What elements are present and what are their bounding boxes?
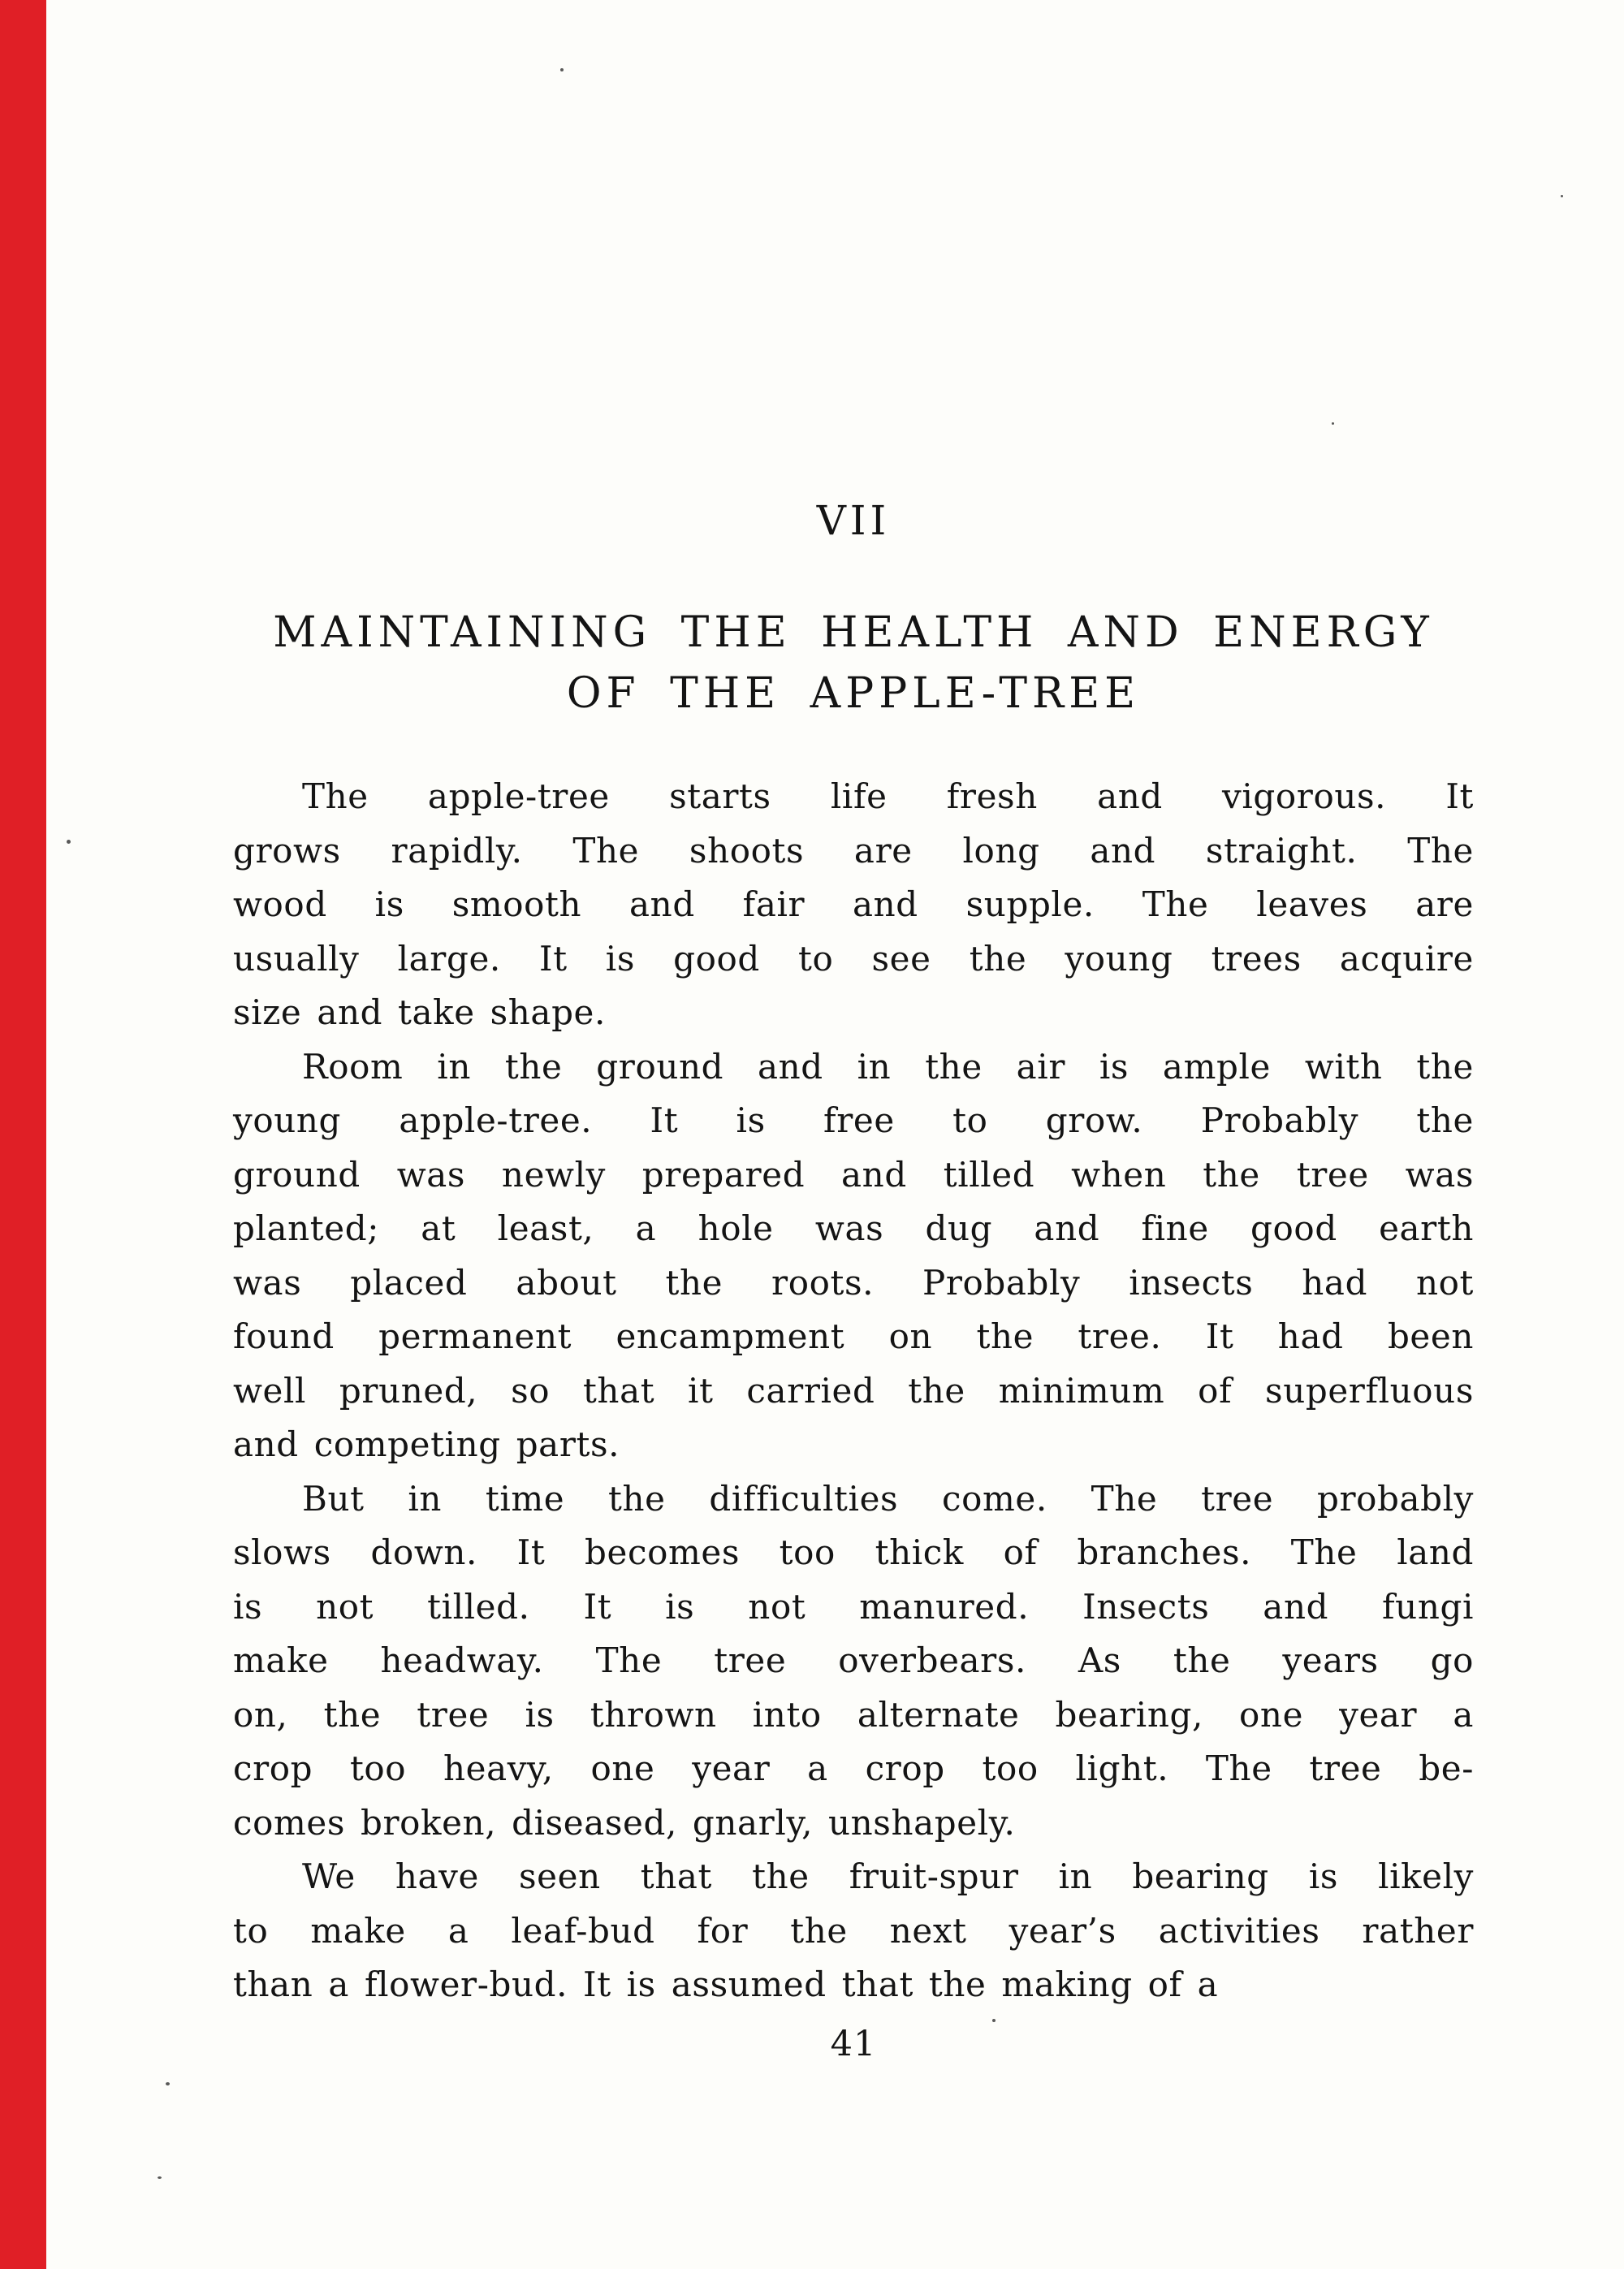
text-line: young apple-tree. It is free to grow. Probably the (233, 1100, 1474, 1140)
chapter-number: VII (816, 497, 891, 544)
paragraph (233, 1040, 1474, 1472)
chapter-title (233, 603, 1474, 724)
text-line: on, the tree is thrown into alternate bearing, one year a (233, 1694, 1474, 1735)
scan-speck (1561, 195, 1563, 197)
text-line: Room in the ground and in the air is ample with the (302, 1046, 1474, 1087)
text-line: than a flower-bud. It is assumed that the making of a (233, 1964, 1219, 2004)
text-line: usually large. It is good to see the young trees acquire (233, 938, 1474, 979)
scan-speck (1332, 422, 1334, 425)
scan-speck (992, 2019, 996, 2022)
paragraph (233, 1472, 1474, 1851)
scan-speck (158, 2176, 162, 2179)
text-line: crop too heavy, one year a crop too light. The tree be- (233, 1748, 1474, 1788)
scan-speck (166, 2082, 170, 2085)
text-line: size and take shape. (233, 992, 606, 1032)
text-line: well pruned, so that it carried the minimum of superfluous (233, 1370, 1474, 1411)
text-line: planted; at least, a hole was dug and fine good earth (233, 1208, 1474, 1248)
scan-speck (560, 68, 564, 71)
text-line: is not tilled. It is not manured. Insects and fungi (233, 1586, 1474, 1627)
text-line: and competing parts. (233, 1424, 620, 1464)
text-line: was placed about the roots. Probably insects had not (233, 1262, 1474, 1303)
text-line: found permanent encampment on the tree. It had been (233, 1316, 1474, 1356)
paragraph (233, 1850, 1474, 2012)
text-line: grows rapidly. The shoots are long and straight. The (233, 830, 1474, 871)
body-text (233, 770, 1474, 2012)
text-line: We have seen that the fruit-spur in bearing is likely (302, 1856, 1474, 1896)
book-edge-red-strip (0, 0, 46, 2269)
text-line: comes broken, diseased, gnarly, unshapely. (233, 1802, 1016, 1843)
text-line: But in time the difficulties come. The tree probably (302, 1478, 1474, 1519)
paragraph (233, 770, 1474, 1040)
page-number: 41 (830, 2024, 877, 2064)
text-line: wood is smooth and fair and supple. The leaves are (233, 884, 1474, 924)
scan-speck (67, 840, 71, 844)
text-line: The apple-tree starts life fresh and vigorous. It (302, 776, 1474, 816)
chapter-title-line-2: OF THE APPLE-TREE (566, 669, 1141, 718)
chapter-title-line-1: MAINTAINING THE HEALTH AND ENERGY (273, 608, 1434, 657)
text-line: ground was newly prepared and tilled when the tree was (233, 1154, 1474, 1195)
text-line: slows down. It becomes too thick of branches. The land (233, 1532, 1474, 1572)
text-line: make headway. The tree overbears. As the years go (233, 1640, 1474, 1680)
text-line: to make a leaf-bud for the next year’s activities rather (233, 1910, 1474, 1951)
